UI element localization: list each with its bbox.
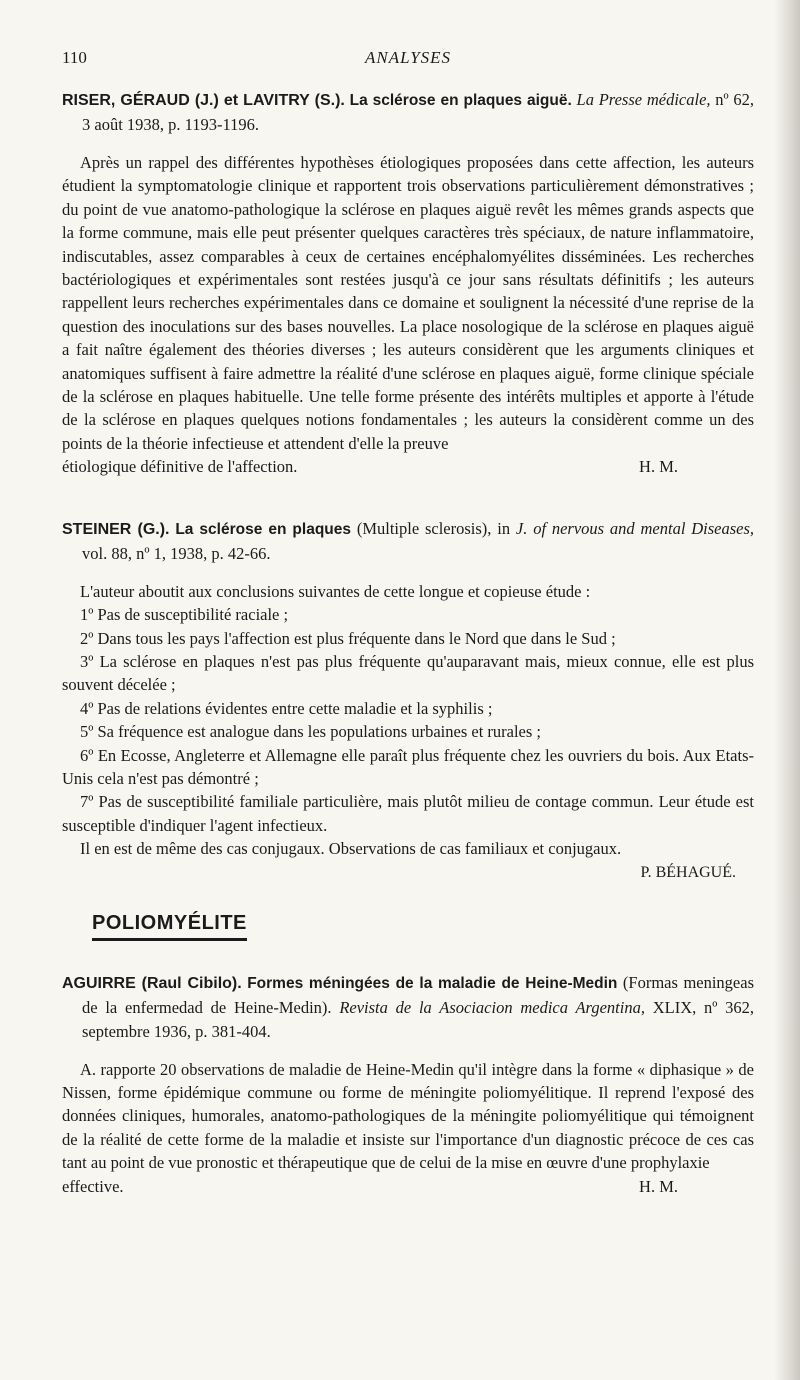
running-title: ANALYSES	[364, 48, 452, 67]
entry-2-closing: Il en est de même des cas conjugaux. Observations de cas familiaux et conjugaux.	[80, 839, 622, 859]
entry-1-body: Après un rappel des différentes hypothèses étiologiques proposées dans cette affection, les auteurs étudient la symptomatologie clinique et rapportent trois observations particulièrement démonstratives ; du point de vue anatomo-pathologique la sclérose en plaques aiguë revêt les mêmes grands aspects que la forme commune, mais elle peut présenter quelques caractères très spéciaux, de nature inflammatoire, indiscutables, assez comparables à ceux de certaines encéphalomyélites disséminées. Les recherches bactériologiques et expérimentales sont restées jusqu'à ce jour sans résultats définitifs ; les auteurs rappellent leurs recherches expérimentales dans ce domaine et soulignent la nécessité d'une reprise de la question des inoculations sur des bases nouvelles. La place nosologique de la sclérose en plaques aiguë a fait naître également des théories diverses ; les auteurs considèrent que les arguments cliniques et anatomiques suffisent à faire admettre la réalité d'une sclérose en plaques aiguë, forme clinique spéciale de la sclérose en plaques habituelle. Une telle forme présente des intérêts multiples et apporte à l'étude de la sclérose en plaques quelques notions fondamentales ; les auteurs la considèrent comme un des points de la théorie infectieuse et attendent d'elle la preuve	[62, 153, 754, 453]
entry-2-item-5: 5º Sa fréquence est analogue dans les populations urbaines et rurales ;	[80, 722, 542, 742]
entry-1-title: La sclérose en plaques aiguë.	[349, 92, 572, 109]
running-header	[62, 48, 754, 74]
entry-2-reference	[62, 517, 754, 566]
entry-2-item-2: 2º Dans tous les pays l'affection est plus fréquente dans le Nord que dans le Sud ;	[80, 628, 616, 648]
entry-1-signature: H. M.	[639, 457, 678, 477]
entry-1-authors: RISER, GÉRAUD (J.) et LAVITRY (S.).	[62, 92, 345, 109]
entry-3-authors: AGUIRRE (Raul Cibilo).	[62, 974, 242, 992]
entry-3-last-text: effective.	[62, 1176, 124, 1196]
entry-1-last-line	[62, 455, 754, 478]
entry-2-item-4: 4º Pas de relations évidentes entre cette maladie et la syphilis ;	[80, 698, 493, 718]
page-number: 110	[62, 48, 87, 67]
entry-1-reference	[62, 88, 754, 137]
entry-2-citation: vol. 88, nº 1, 1938, p. 42-66.	[82, 543, 271, 563]
entry-1-citation: nº 62, 3 août 1938, p. 1193-1196.	[82, 90, 755, 134]
entry-3-last-line	[62, 1175, 754, 1198]
entry-2-subtitle: (Multiple sclerosis), in	[356, 518, 511, 538]
entry-2-item-1: 1º Pas de susceptibilité raciale ;	[80, 605, 289, 625]
section-title: POLIOMYÉLITE	[92, 912, 247, 941]
entry-3-reference	[62, 971, 754, 1044]
entry-2-item-6: 6º En Ecosse, Angleterre et Allemagne elle paraît plus fréquente chez les ouvriers du bois. Aux Etats-Unis cela n'est pas démontré ;	[62, 745, 754, 788]
entry-2-signature: P. BÉHAGUÉ.	[640, 863, 736, 881]
entry-3-signature: H. M.	[639, 1176, 678, 1196]
entry-3-journal: Revista de la Asociacion medica Argentina,	[339, 997, 645, 1017]
entry-2-journal: J. of nervous and mental Diseases,	[515, 518, 755, 538]
entry-3-title: Formes méningées de la maladie de Heine-Medin	[247, 974, 618, 992]
entry-2-intro: L'auteur aboutit aux conclusions suivantes de cette longue et copieuse étude :	[80, 581, 591, 601]
entry-2-title: La sclérose en plaques	[175, 520, 351, 538]
entry-1-journal: La Presse médicale,	[576, 90, 711, 109]
entry-2-item-7: 7º Pas de susceptibilité familiale particulière, mais plutôt milieu de contage commun. Leur étude est susceptible d'indiquer l'agent infectieux.	[62, 792, 754, 835]
page	[62, 48, 754, 1198]
entry-3-body: A. rapporte 20 observations de maladie de Heine-Medin qu'il intègre dans la forme « diphasique » de Nissen, forme épidémique commune ou forme de méningite poliomyélitique. Il reprend l'exposé des données cliniques, humorales, anatomo-pathologiques de la méningite poliomyélitique qui témoignent de la réalité de cette forme de la maladie et insiste sur l'importance d'un diagnostic précoce de ces cas tant au point de vue pronostic et thérapeutique que de celui de la mise en œuvre d'une prophylaxie	[62, 1059, 754, 1173]
section-heading-wrap	[62, 912, 754, 941]
page-edge-shadow	[774, 0, 800, 1380]
entry-3-subtitle: (Formas meningeas de la enfermedad de Heine-Medin).	[82, 972, 755, 1017]
entry-1-last-text: étiologique définitive de l'affection.	[62, 457, 298, 477]
entry-2-authors: STEINER (G.).	[62, 520, 170, 538]
entry-2-item-3: 3º La sclérose en plaques n'est pas plus fréquente qu'auparavant mais, mieux connue, elle est plus souvent décelée ;	[62, 651, 754, 695]
entry-3-citation: XLIX, nº 362, septembre 1936, p. 381-404.	[82, 997, 755, 1041]
